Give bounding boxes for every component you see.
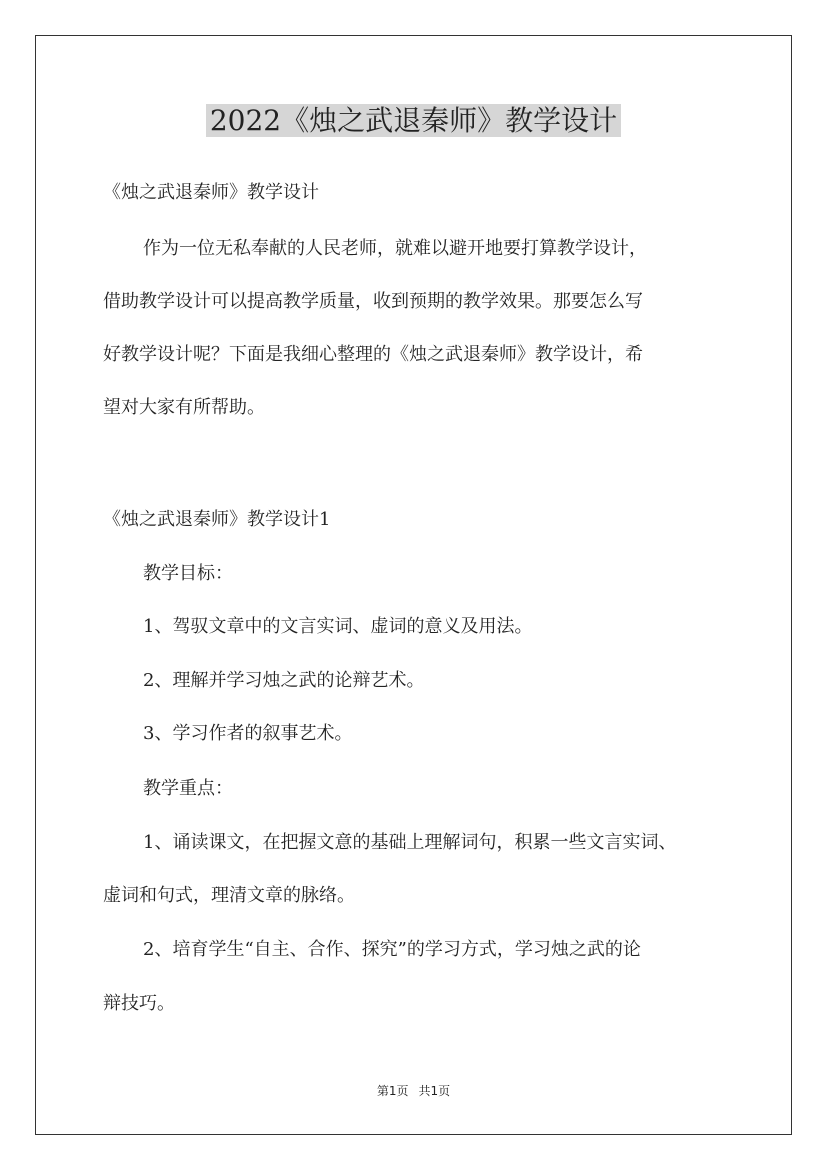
document-title: 2022《烛之武退秦师》教学设计 [0,98,827,144]
page-number-current: 第1页 [376,1084,409,1098]
subtitle: 《烛之武退秦师》教学设计 [103,182,319,203]
objective-item-1: 1、驾驭文章中的文言实词、虚词的意义及用法。 [143,616,533,637]
objectives-heading: 教学目标： [143,563,233,584]
intro-line-4: 望对大家有所帮助。 [103,397,265,418]
intro-line-2: 借助教学设计可以提高教学质量，收到预期的教学效果。那要怎么写 [103,291,643,312]
page-number-total: 共1页 [418,1084,451,1098]
keypoint-line-1: 1、诵读课文，在把握文意的基础上理解词句，积累一些文言实词、 [143,832,677,853]
keypoint-line-4: 辩技巧。 [103,993,175,1014]
intro-line-3: 好教学设计呢？下面是我细心整理的《烛之武退秦师》教学设计，希 [103,344,643,365]
objective-item-3: 3、学习作者的叙事艺术。 [143,723,353,744]
keypoint-line-3: 2、培育学生“自主、合作、探究”的学习方式，学习烛之武的论 [143,939,641,960]
objective-item-2: 2、理解并学习烛之武的论辩艺术。 [143,670,425,691]
keypoints-heading: 教学重点： [143,778,233,799]
keypoint-line-2: 虚词和句式，理清文章的脉络。 [103,885,355,906]
intro-line-1: 作为一位无私奉献的人民老师，就难以避开地要打算教学设计， [143,238,647,259]
page-footer [0,1082,827,1100]
section-heading: 《烛之武退秦师》教学设计1 [103,509,331,530]
